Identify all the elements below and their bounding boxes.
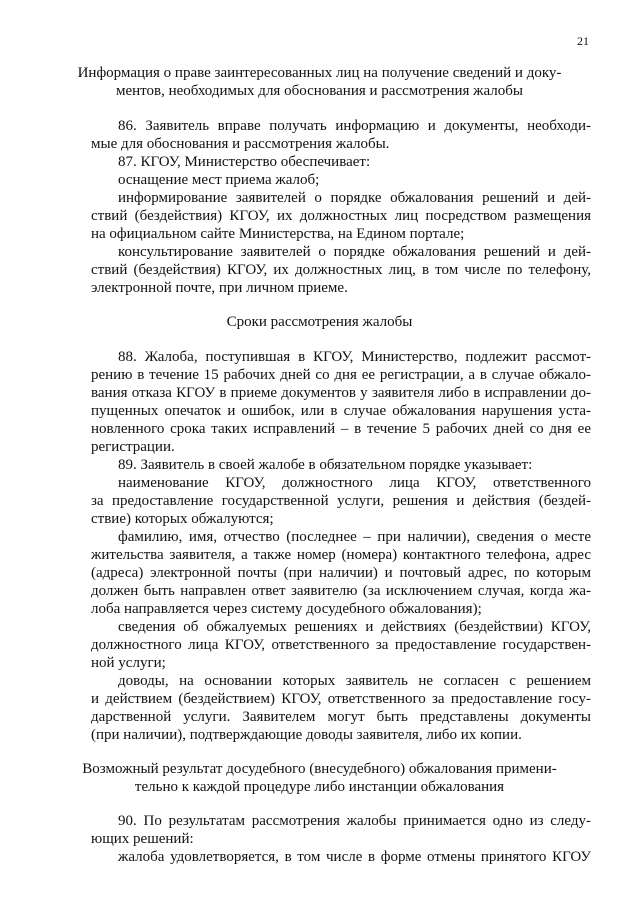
- paragraph-line: пущенных опечаток и ошибок, или в случае обжалования нарушения уста-: [91, 403, 591, 419]
- paragraph-line: ствий (бездействия) КГОУ, их должностных лиц посредством размещения: [91, 208, 591, 224]
- paragraph-line: информирование заявителей о порядке обжалования решений и дей-: [118, 190, 591, 206]
- paragraph-line: электронной почте, при личном приеме.: [91, 280, 348, 296]
- section-heading-line: тельно к каждой процедуре либо инстанции обжалования: [134, 779, 505, 795]
- paragraph-line: на официальном сайте Министерства, на Едином портале;: [91, 226, 465, 242]
- section-heading-line: Возможный результат досудебного (внесудебного) обжалования примени-: [82, 761, 557, 777]
- paragraph-line: 87. КГОУ, Министерство обеспечивает:: [118, 154, 371, 170]
- paragraph-line: должностного лица КГОУ, ответственного за предоставление государствен-: [91, 637, 591, 653]
- paragraph-line: рению в течение 15 рабочих дней со дня ее регистрации, а в случае обжало-: [91, 367, 591, 383]
- paragraph-line: мые для обоснования и рассмотрения жалобы.: [91, 136, 390, 152]
- paragraph-line: сведения об обжалуемых решениях и действиях (бездействии) КГОУ,: [118, 619, 591, 635]
- paragraph-line: 89. Заявитель в своей жалобе в обязательном порядке указывает:: [118, 457, 533, 473]
- paragraph-line: жалоба удовлетворяется, в том числе в форме отмены принятого КГОУ: [118, 849, 591, 865]
- paragraph-line: регистрации.: [91, 439, 175, 455]
- section-heading-line: Информация о праве заинтересованных лиц на получение сведений и доку-: [77, 65, 562, 81]
- paragraph-line: (при наличии), подтверждающие доводы заявителя, либо их копии.: [91, 727, 522, 743]
- paragraph-line: ствие) которых обжалуются;: [91, 511, 274, 527]
- paragraph-line: доводы, на основании которых заявитель не согласен с решением: [118, 673, 591, 689]
- paragraph-line: ствий (бездействия) КГОУ, их должностных лиц, в том числе по телефону,: [91, 262, 591, 278]
- paragraph-line: вания отказа КГОУ в приеме документов у заявителя либо в исправлении до-: [91, 385, 591, 401]
- paragraph-line: за предоставление государственной услуги, решения и действия (бездей-: [91, 493, 591, 509]
- paragraph-line: ющих решений:: [91, 831, 194, 847]
- section-heading-line: ментов, необходимых для обоснования и рассмотрения жалобы: [115, 83, 524, 99]
- paragraph-line: ной услуги;: [91, 655, 166, 671]
- page-number: 21: [577, 34, 589, 48]
- paragraph-line: дарственной услуги. Заявителем могут быть представлены документы: [91, 709, 591, 725]
- paragraph-line: должен быть направлен ответ заявителю (за исключением случая, когда жа-: [91, 583, 591, 599]
- paragraph-line: 86. Заявитель вправе получать информацию и документы, необходи-: [118, 118, 591, 134]
- paragraph-line: консультирование заявителей о порядке обжалования решений и дей-: [118, 244, 591, 260]
- paragraph-line: наименование КГОУ, должностного лица КГОУ, ответственного: [118, 475, 591, 491]
- paragraph-line: жительства заявителя, а также номер (номера) контактного телефона, адрес: [91, 547, 591, 563]
- paragraph-line: 88. Жалоба, поступившая в КГОУ, Министерство, подлежит рассмот-: [118, 349, 591, 365]
- paragraph-line: оснащение мест приема жалоб;: [118, 172, 320, 188]
- paragraph-line: фамилию, имя, отчество (последнее – при наличии), сведения о месте: [118, 529, 591, 545]
- paragraph-line: (адреса) электронной почты (при наличии) и почтовый адрес, по которым: [91, 565, 591, 581]
- paragraph-line: новленного срока таких исправлений – в течение 5 рабочих дней со дня ее: [91, 421, 591, 437]
- paragraph-line: 90. По результатам рассмотрения жалобы принимается одно из следу-: [118, 813, 591, 829]
- paragraph-line: лоба направляется через систему досудебного обжалования);: [91, 601, 482, 617]
- paragraph-line: и действием (бездействием) КГОУ, ответственного за предоставление госу-: [91, 691, 591, 707]
- section-heading-line: Сроки рассмотрения жалобы: [226, 314, 413, 330]
